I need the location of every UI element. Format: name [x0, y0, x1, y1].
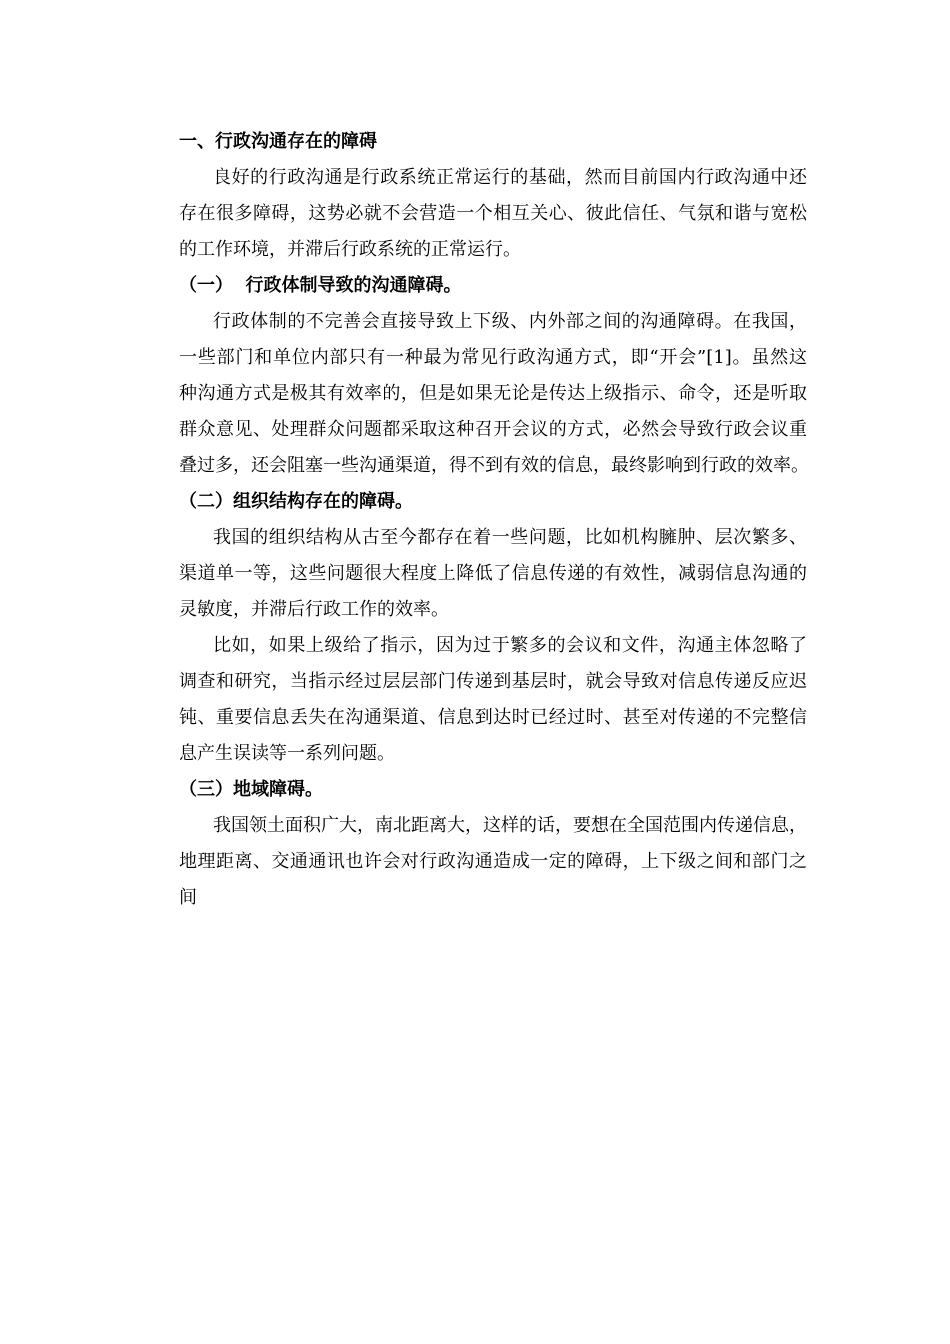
paragraph-line: 良好的行政沟通是行政系统正常运行的基础，然而目前国内行政沟通中还 [213, 167, 807, 188]
paragraph-line: 钝、重要信息丢失在沟通渠道、信息到达时已经过时、甚至对传递的不完整信 [179, 707, 807, 728]
paragraph-line: 调查和研究，当指示经过层层部门传递到基层时，就会导致对信息传递反应迟 [179, 671, 807, 692]
paragraph-line: 行政体制的不完善会直接导致上下级、内外部之间的沟通障碍。在我国， [213, 311, 807, 332]
document-body [145, 124, 807, 916]
paragraph-line: 渠道单一等，这些问题很大程度上降低了信息传递的有效性，减弱信息沟通的 [179, 563, 807, 584]
paragraph-5 [145, 808, 807, 916]
paragraph-line: 地理距离、交通通讯也许会对行政沟通造成一定的障碍，上下级之间和部门之 [179, 851, 807, 872]
paragraph-line: 我国的组织结构从古至今都存在着一些问题，比如机构臃肿、层次繁多、 [213, 527, 807, 548]
paragraph-2 [145, 304, 807, 484]
paragraph-line: 叠过多，还会阻塞一些沟通渠道，得不到有效的信息，最终影响到行政的效率。 [179, 455, 809, 476]
paragraph-line: 间 [179, 887, 197, 908]
section-heading-1: 一、行政沟通存在的障碍 [179, 131, 377, 152]
paragraph-line: 种沟通方式是极其有效率的，但是如果无论是传达上级指示、命令，还是听取 [179, 383, 807, 404]
section-heading-4: （三）地域障碍。 [179, 779, 323, 800]
paragraph-line: 息产生误读等一系列问题。 [179, 743, 395, 764]
paragraph-line: 存在很多障碍，这势必就不会营造一个相互关心、彼此信任、气氛和谐与宽松 [179, 203, 807, 224]
paragraph-4 [145, 628, 807, 772]
paragraph-line: 我国领土面积广大，南北距离大，这样的话，要想在全国范围内传递信息， [213, 815, 807, 836]
paragraph-line: 的工作环境，并滞后行政系统的正常运行。 [179, 239, 521, 260]
paragraph-line: 比如，如果上级给了指示，因为过于繁多的会议和文件，沟通主体忽略了 [213, 635, 807, 656]
section-heading-2: （一） 行政体制导致的沟通障碍。 [179, 275, 462, 296]
paragraph-line: 灵敏度，并滞后行政工作的效率。 [179, 599, 449, 620]
paragraph-1 [145, 160, 807, 268]
paragraph-line: 一些部门和单位内部只有一种最为常见行政沟通方式，即“开会”[1]。虽然这 [179, 347, 807, 368]
section-heading-3: （二）组织结构存在的障碍。 [179, 491, 413, 512]
paragraph-3 [145, 520, 807, 628]
paragraph-line: 群众意见、处理群众问题都采取这种召开会议的方式，必然会导致行政会议重 [179, 419, 807, 440]
